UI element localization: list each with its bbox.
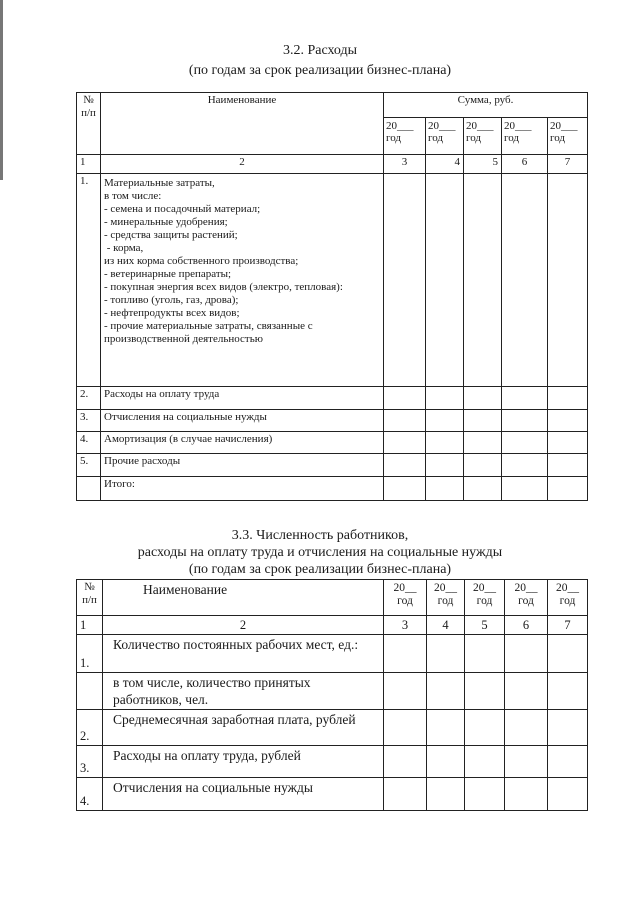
value-cell (505, 746, 548, 778)
table-row (77, 174, 588, 387)
col-number: 2 (101, 155, 384, 174)
row-num (77, 477, 101, 501)
header-year: 20__ год (427, 580, 465, 616)
header-num: № п/п (77, 93, 101, 155)
header-year: 20___ год (464, 118, 502, 155)
row-name: Расходы на оплату труда (101, 387, 384, 410)
value-cell (502, 477, 548, 501)
col-number: 6 (502, 155, 548, 174)
value-cell (505, 635, 548, 673)
value-cell (548, 673, 588, 710)
header-year: 20__ год (384, 580, 427, 616)
value-cell (464, 432, 502, 454)
expenses-table (76, 92, 588, 501)
value-cell (384, 778, 427, 811)
row-line: из них корма собственного производства; (104, 255, 299, 267)
value-cell (384, 454, 426, 477)
row-num: 1. (77, 174, 101, 387)
col-number: 4 (427, 616, 465, 635)
value-cell (384, 635, 427, 673)
header-year: 20__ год (548, 580, 588, 616)
header-name: Наименование (103, 580, 384, 616)
row-line: - ветеринарные препараты; (104, 268, 232, 280)
value-cell (548, 454, 588, 477)
row-name: в том числе, количество принятых работников, чел. (103, 673, 384, 710)
value-cell (426, 454, 464, 477)
value-cell (464, 454, 502, 477)
value-cell (427, 710, 465, 746)
row-name: Отчисления на социальные нужды (101, 410, 384, 432)
header-year: 20__ год (505, 580, 548, 616)
value-cell (548, 710, 588, 746)
value-cell (464, 174, 502, 387)
value-cell (548, 746, 588, 778)
value-cell (384, 477, 426, 501)
row-line: - покупная энергия всех видов (электро, тепловая): (104, 281, 343, 293)
value-cell (384, 410, 426, 432)
value-cell (464, 387, 502, 410)
section-3-2-title: 3.2. Расходы (282, 43, 358, 58)
value-cell (548, 410, 588, 432)
row-num (77, 673, 103, 710)
value-cell (427, 778, 465, 811)
value-cell (384, 174, 426, 387)
value-cell (502, 432, 548, 454)
col-number: 3 (384, 616, 427, 635)
col-number: 1 (77, 616, 103, 635)
value-cell (384, 673, 427, 710)
col-number: 4 (426, 155, 464, 174)
value-cell (465, 778, 505, 811)
value-cell (548, 387, 588, 410)
value-cell (465, 746, 505, 778)
row-num: 4. (77, 432, 101, 454)
value-cell (465, 710, 505, 746)
value-cell (548, 432, 588, 454)
table-row (77, 635, 588, 673)
header-year: 20___ год (426, 118, 464, 155)
row-num: 4. (77, 778, 103, 811)
row-num: 3. (77, 410, 101, 432)
col-number: 7 (548, 616, 588, 635)
table-row (77, 387, 588, 410)
col-number: 7 (548, 155, 588, 174)
table-row (77, 432, 588, 454)
row-line: - минеральные удобрения; (104, 216, 228, 228)
header-sum: Сумма, руб. (384, 93, 588, 118)
value-cell (426, 174, 464, 387)
value-cell (505, 778, 548, 811)
value-cell (384, 387, 426, 410)
value-cell (427, 635, 465, 673)
row-line: - топливо (уголь, газ, дрова); (104, 294, 239, 306)
value-cell (548, 635, 588, 673)
value-cell (502, 410, 548, 432)
row-line: в том числе: (104, 190, 162, 202)
table-row (77, 746, 588, 778)
row-line: Материальные затраты, (104, 177, 215, 189)
value-cell (505, 710, 548, 746)
header-year: 20___ год (548, 118, 588, 155)
row-line: - прочие материальные затраты, связанные с производственной деятельностью (104, 320, 313, 345)
value-cell (548, 778, 588, 811)
col-number: 2 (103, 616, 384, 635)
value-cell (384, 710, 427, 746)
value-cell (505, 673, 548, 710)
row-name: Амортизация (в случае начисления) (101, 432, 384, 454)
value-cell (426, 410, 464, 432)
row-line: - семена и посадочный материал; (104, 203, 261, 215)
value-cell (465, 635, 505, 673)
row-name: Расходы на оплату труда, рублей (103, 746, 384, 778)
value-cell (548, 477, 588, 501)
value-cell (384, 746, 427, 778)
row-name: Количество постоянных рабочих мест, ед.: (103, 635, 384, 673)
value-cell (502, 387, 548, 410)
table-row (77, 454, 588, 477)
row-line: - нефтепродукты всех видов; (104, 307, 240, 319)
table-row (77, 710, 588, 746)
section-3-3-subtitle: (по годам за срок реализации бизнес-плана) (188, 562, 452, 577)
section-3-3-title: 3.3. Численность работников, (231, 528, 409, 543)
row-line: - средства защиты растений; (104, 229, 238, 241)
header-name: Наименование (101, 93, 384, 155)
staff-table (76, 579, 588, 811)
table-row (77, 778, 588, 811)
value-cell (548, 174, 588, 387)
material-costs-cell (101, 174, 384, 387)
header-year: 20___ год (502, 118, 548, 155)
col-number: 3 (384, 155, 426, 174)
header-year: 20___ год (384, 118, 426, 155)
col-number: 6 (505, 616, 548, 635)
section-3-3-title-line2: расходы на оплату труда и отчисления на социальные нужды (137, 545, 503, 560)
value-cell (502, 454, 548, 477)
col-number: 5 (464, 155, 502, 174)
value-cell (426, 477, 464, 501)
row-line: - корма, (104, 242, 144, 254)
row-name: Среднемесячная заработная плата, рублей (103, 710, 384, 746)
table-row (77, 477, 588, 501)
page-edge-mark (0, 0, 3, 180)
value-cell (502, 174, 548, 387)
value-cell (384, 432, 426, 454)
value-cell (426, 432, 464, 454)
table-row (77, 410, 588, 432)
col-number: 5 (465, 616, 505, 635)
row-num: 2. (77, 387, 101, 410)
table-row (77, 673, 588, 710)
row-name: Прочие расходы (101, 454, 384, 477)
row-num: 5. (77, 454, 101, 477)
value-cell (427, 746, 465, 778)
row-num: 3. (77, 746, 103, 778)
row-name: Итого: (101, 477, 384, 501)
row-num: 2. (77, 710, 103, 746)
row-name: Отчисления на социальные нужды (103, 778, 384, 811)
section-3-2-subtitle: (по годам за срок реализации бизнес-плана) (188, 63, 452, 78)
row-num: 1. (77, 635, 103, 673)
value-cell (464, 410, 502, 432)
value-cell (465, 673, 505, 710)
header-num: № п/п (77, 580, 103, 616)
value-cell (426, 387, 464, 410)
value-cell (427, 673, 465, 710)
value-cell (464, 477, 502, 501)
col-number: 1 (77, 155, 101, 174)
header-year: 20__ год (465, 580, 505, 616)
